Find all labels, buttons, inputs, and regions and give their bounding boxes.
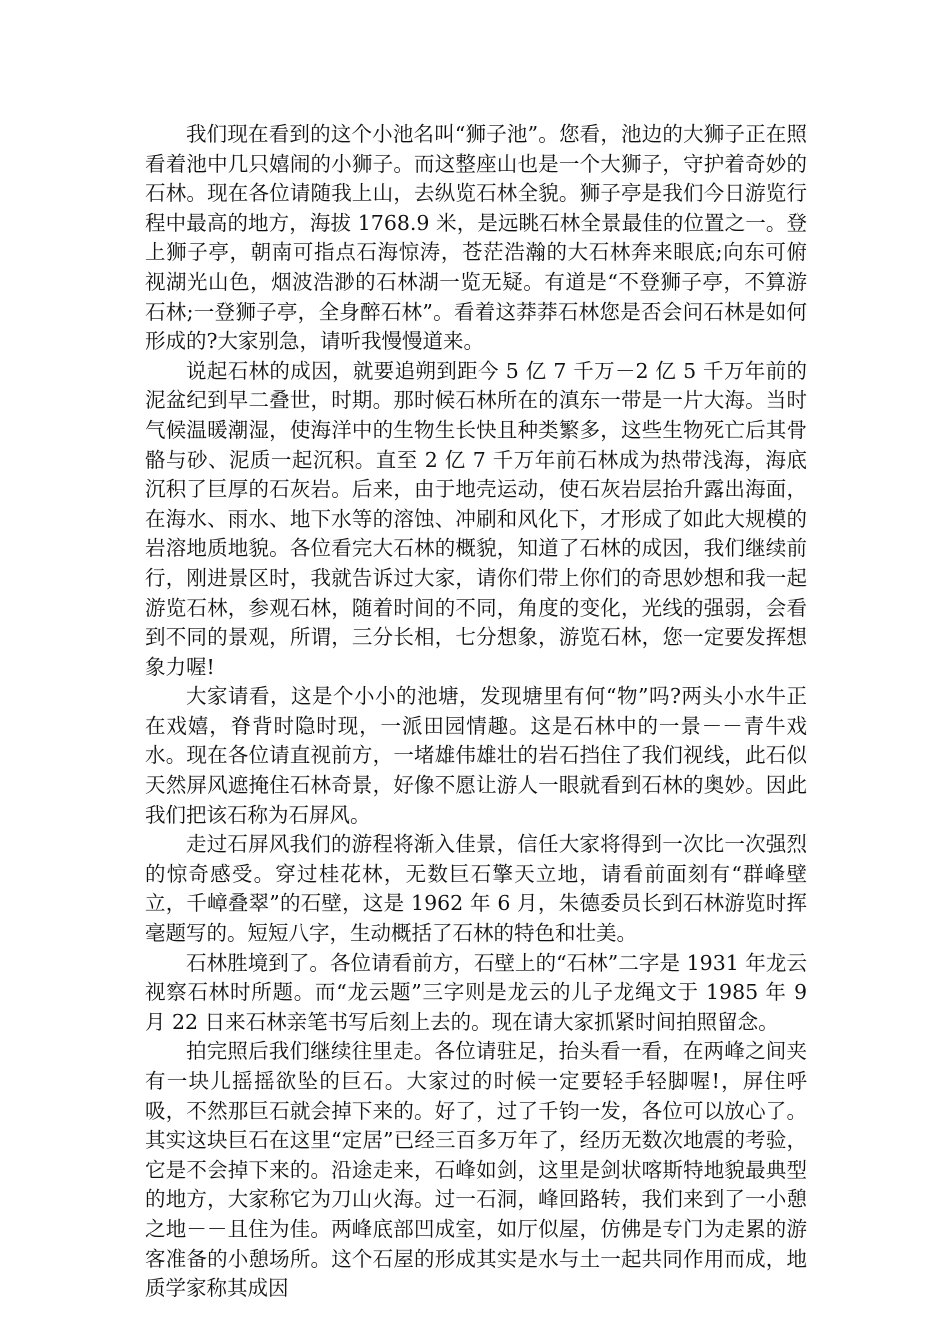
document-body [145,120,807,1304]
paragraph-scenic-area: 石林胜境到了。各位请看前方，石壁上的“石林”二字是 1931 年龙云视察石林时所题。而“龙云题”三字则是龙云的儿子龙绳文于 1985 年 9 月 22 日来石林亲笔书写后刻上去的。现在请大家抓紧时间拍照留念。 [145,950,807,1034]
paragraph-lion-pond: 我们现在看到的这个小池名叫“狮子池”。您看，池边的大狮子正在照看着池中几只嬉闹的小狮子。而这整座山也是一个大狮子，守护着奇妙的石林。现在各位请随我上山，去纵览石林全貌。狮子亭是我们今日游览行程中最高的地方，海拔 1768.9 米，是远眺石林全景最佳的位置之一。登上狮子亭，朝南可指点石海惊涛，苍茫浩瀚的大石林奔来眼底;向东可俯视湖光山色，烟波浩渺的石林湖一览无疑。有道是“不登狮子亭，不算游石林;一登狮子亭，全身醉石林”。看着这莽莽石林您是否会问石林是如何形成的?大家别急，请听我慢慢道来。 [145,122,807,354]
paragraph-stone-screen: 大家请看，这是个小小的池塘，发现塘里有何“物”吗?两头小水牛正在戏嬉，脊背时隐时现，一派田园情趣。这是石林中的一景－－青牛戏水。现在各位请直视前方，一堵雄伟雄壮的岩石挡住了我们视线，此石似天然屏风遮掩住石林奇景，好像不愿让游人一眼就看到石林的奥妙。因此我们把该石称为石屏风。 [145,684,807,827]
paragraph-hanging-rock: 拍完照后我们继续往里走。各位请驻足，抬头看一看，在两峰之间夹有一块儿摇摇欲坠的巨石。大家过的时候一定要轻手轻脚喔!，屏住呼吸，不然那巨石就会掉下来的。好了，过了千钧一发，各位可以放心了。其实这块巨石在这里“定居”已经三百多万年了，经历无数次地震的考验，它是不会掉下来的。沿途走来，石峰如剑，这里是剑状喀斯特地貌最典型的地方，大家称它为刀山火海。过一石洞，峰回路转，我们来到了一小憩之地－－且住为佳。两峰底部凹成室，如厅似屋，仿佛是专门为走累的游客准备的小憩场所。这个石屋的形成其实是水与土一起共同作用而成，地质学家称其成因 [145,1039,807,1301]
paragraph-inscription-wall: 走过石屏风我们的游程将渐入佳景，信任大家将得到一次比一次强烈的惊奇感受。穿过桂花林，无数巨石擎天立地，请看前面刻有“群峰壁立，千嶂叠翠”的石壁，这是 1962 年 6 月，朱德委员长到石林游览时挥毫题写的。短短八字，生动概括了石林的特色和壮美。 [145,832,807,946]
paragraph-stone-forest-origin: 说起石林的成因，就要追朔到距今 5 亿 7 千万－2 亿 5 千万年前的泥盆纪到早二叠世，时期。那时候石林所在的滇东一带是一片大海。当时气候温暖潮湿，使海洋中的生物生长快且种类繁多，这些生物死亡后其骨骼与砂、泥质一起沉积。直至 2 亿 7 千万年前石林成为热带浅海，海底沉积了巨厚的石灰岩。后来，由于地壳运动，使石灰岩层抬升露出海面，在海水、雨水、地下水等的溶蚀、冲刷和风化下，才形成了如此大规模的岩溶地质地貌。各位看完大石林的概貌，知道了石林的成因，我们继续前行，刚进景区时，我就告诉过大家，请你们带上你们的奇思妙想和我一起游览石林，参观石林，随着时间的不同，角度的变化，光线的强弱，会看到不同的景观，所谓，三分长相，七分想象，游览石林，您一定要发挥想象力喔! [145,358,807,679]
